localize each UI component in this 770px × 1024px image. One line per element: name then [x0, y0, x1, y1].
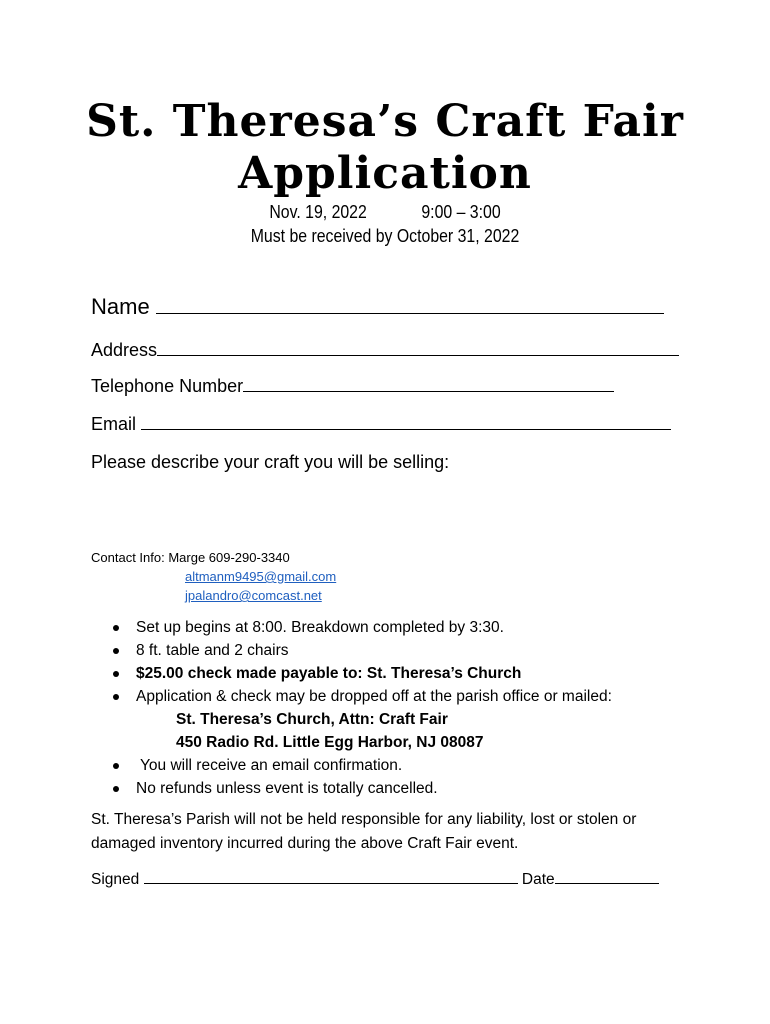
contact-info — [91, 548, 336, 605]
date-label: Date — [521, 871, 555, 888]
contact-label: Contact Info: Marge 609-290-3340 — [91, 550, 290, 565]
payment-text: $25.00 check made payable to: St. Theresa’s Church — [136, 665, 522, 682]
address-field[interactable] — [91, 338, 679, 362]
list-item — [110, 639, 730, 662]
mailing-address-line-1: St. Theresa’s Church, Attn: Craft Fair — [176, 711, 448, 728]
contact-email-link[interactable]: jpalandro@comcast.net — [185, 588, 322, 603]
event-date-time — [46, 200, 724, 224]
confirmation-text: You will receive an email confirmation. — [140, 757, 403, 774]
event-time: 9:00 – 3:00 — [421, 202, 501, 222]
name-field[interactable] — [91, 292, 664, 322]
address-blank-line[interactable] — [157, 339, 679, 356]
table-text: 8 ft. table and 2 chairs — [136, 642, 289, 659]
list-item — [110, 685, 730, 754]
bullet-icon — [113, 694, 119, 700]
signed-label: Signed — [91, 871, 140, 888]
bullet-icon — [113, 671, 119, 677]
telephone-blank-line[interactable] — [243, 375, 614, 392]
bullet-icon — [113, 625, 119, 631]
signature-row[interactable] — [91, 867, 659, 892]
event-date: Nov. 19, 2022 — [269, 202, 367, 222]
setup-text: Set up begins at 8:00. Breakdown completed by 3:30. — [136, 619, 504, 636]
liability-disclaimer: St. Theresa’s Parish will not be held responsible for any liability, lost or stolen or damaged inventory incurred during the above Craft Fair event. — [91, 811, 637, 852]
mailing-address-line-2: 450 Radio Rd. Little Egg Harbor, NJ 08087 — [176, 734, 484, 751]
dropoff-text: Application & check may be dropped off at the parish office or mailed: — [136, 688, 612, 705]
email-label: Email — [91, 414, 137, 434]
deadline-text: Must be received by October 31, 2022 — [250, 226, 520, 246]
title-line-2: Application — [238, 148, 532, 199]
email-blank-line[interactable] — [141, 413, 671, 430]
telephone-field[interactable] — [91, 374, 614, 398]
list-item — [110, 662, 730, 685]
signature-blank-line[interactable] — [144, 867, 518, 884]
list-item — [110, 777, 730, 800]
bullet-icon — [113, 786, 119, 792]
details-list — [110, 616, 730, 800]
refunds-text: No refunds unless event is totally cancelled. — [136, 780, 438, 797]
bullet-icon — [113, 763, 119, 769]
email-field[interactable] — [91, 412, 671, 436]
title-line-1: St. Theresa’s Craft Fair — [86, 96, 684, 147]
craft-description-prompt: Please describe your craft you will be selling: — [91, 452, 450, 472]
address-label: Address — [91, 340, 158, 360]
name-blank-line[interactable] — [156, 295, 664, 314]
telephone-label: Telephone Number — [91, 376, 244, 396]
list-item — [110, 754, 730, 777]
contact-email-link[interactable]: altmanm9495@gmail.com — [185, 569, 337, 584]
date-blank-line[interactable] — [555, 867, 659, 884]
list-item — [110, 616, 730, 639]
name-label: Name — [91, 294, 150, 319]
bullet-icon — [113, 648, 119, 654]
